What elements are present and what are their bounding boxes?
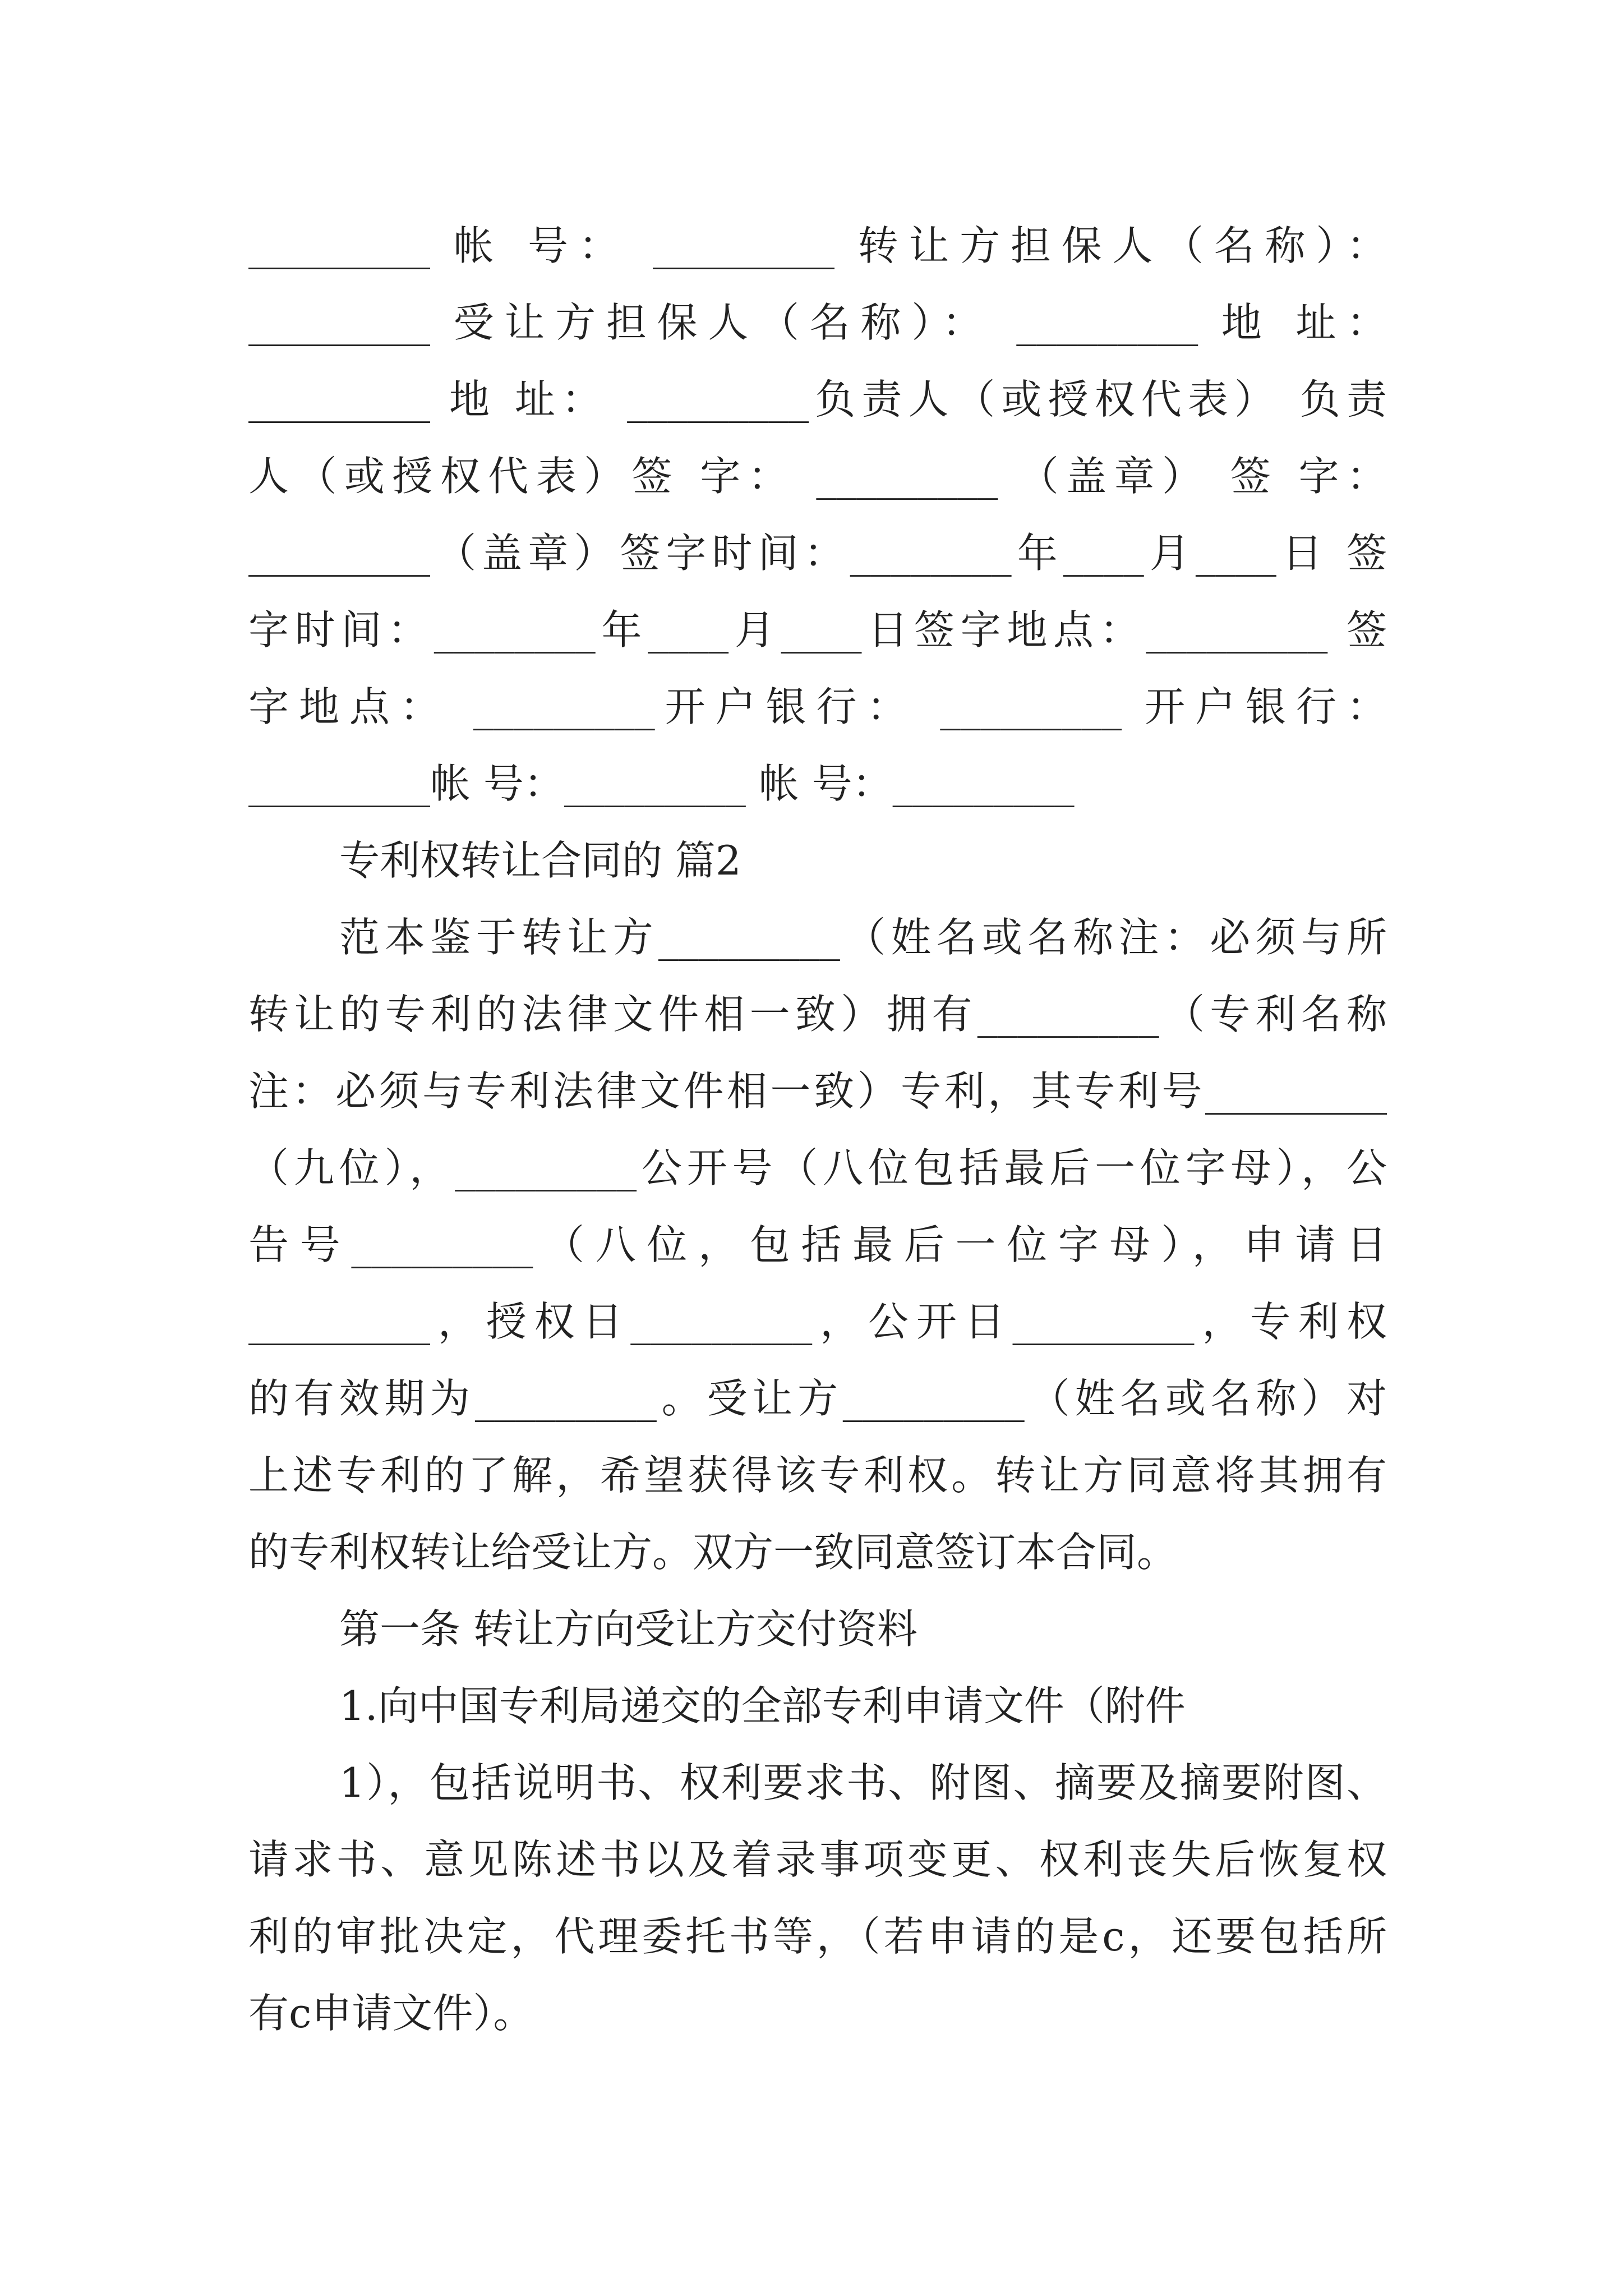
paragraph-line: 注：必须与专利法律文件相一致）专利，其专利号_________ — [248, 1068, 1387, 1115]
paragraph-line: （九位），_________公开号（八位包括最后一位字母），公 — [248, 1144, 1387, 1191]
paragraph-line: 范本鉴于转让方_________（姓名或名称注：必须与所 — [339, 914, 1387, 961]
section-heading: 专利权转让合同的 篇2 — [339, 837, 741, 884]
paragraph-line: 转让的专利的法律文件相一致）拥有_________（专利名称 — [248, 991, 1387, 1038]
article-heading: 第一条 转让方向受让方交付资料 — [339, 1605, 917, 1653]
paragraph-line: 告号_________（八位，包括最后一位字母），申请日 — [248, 1221, 1387, 1268]
text-line: 字地点： _________开户银行： _________ 开户银行： — [248, 683, 1387, 730]
text-line: _________ 帐 号： _________ 转让方担保人（名称）： — [248, 222, 1387, 269]
text-line: 人（或授权代表）签 字： _________ （盖章） 签 字： — [248, 453, 1387, 500]
list-item-line: 有c申请文件）。 — [248, 1990, 534, 2037]
list-item-line: 1.向中国专利局递交的全部专利申请文件（附件 — [339, 1682, 1186, 1729]
text-line: _________帐 号：_________ 帐 号：_________ — [248, 760, 1075, 807]
list-item-line: 请求书、意见陈述书以及着录事项变更、权利丧失后恢复权 — [248, 1836, 1387, 1883]
list-item-line: 1），包括说明书、权利要求书、附图、摘要及摘要附图、 — [339, 1759, 1387, 1806]
list-item-line: 利的审批决定，代理委托书等，（若申请的是c，还要包括所 — [248, 1913, 1387, 1960]
paragraph-line: 的专利权转让给受让方。双方一致同意签订本合同。 — [248, 1529, 1178, 1576]
text-line: _________ 受让方担保人（名称）： _________ 地 址： — [248, 299, 1387, 346]
text-line: _________（盖章）签字时间：________年____月____日 签 — [248, 530, 1387, 577]
document-body — [248, 208, 1387, 2052]
paragraph-line: 上述专利的了解，希望获得该专利权。转让方同意将其拥有 — [248, 1452, 1387, 1499]
text-line: 字时间：________年____月____日签字地点：_________ 签 — [248, 606, 1387, 654]
text-line: _________ 地 址： _________负责人（或授权代表） 负责 — [248, 376, 1387, 423]
paragraph-line: 的有效期为_________。受让方_________（姓名或名称）对 — [248, 1375, 1387, 1422]
paragraph-line: _________，授权日_________，公开日_________，专利权 — [248, 1298, 1387, 1345]
